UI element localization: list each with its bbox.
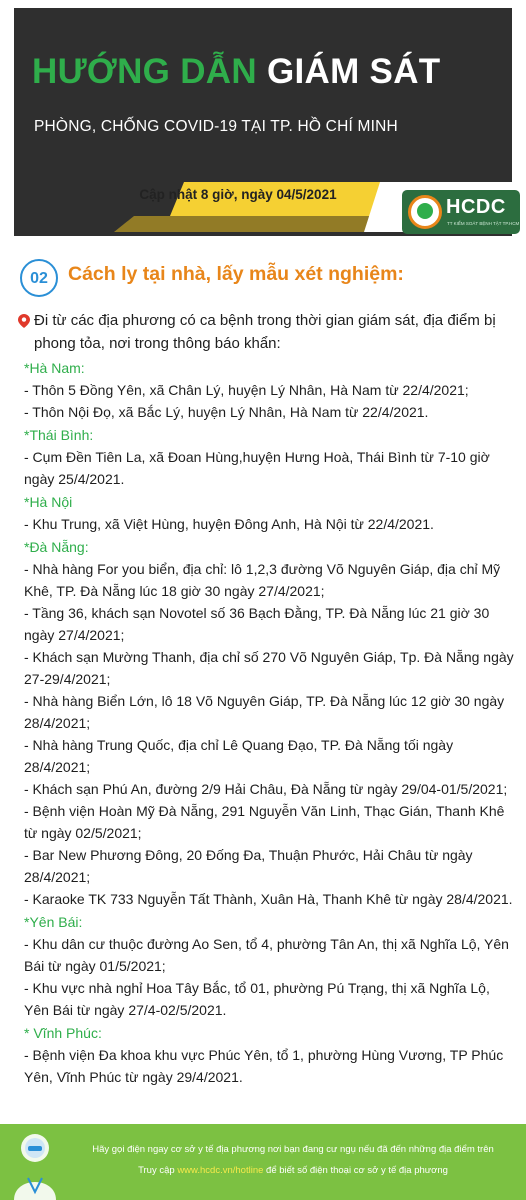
location-entry: - Thôn Nội Đọ, xã Bắc Lý, huyện Lý Nhân, Hà Nam từ 22/4/2021. <box>24 404 429 420</box>
location-pin-icon <box>18 314 30 328</box>
location-entry: - Khu Trung, xã Việt Hùng, huyện Đông Anh, Hà Nội từ 22/4/2021. <box>24 516 434 532</box>
doctor-illustration-icon <box>6 1126 64 1200</box>
location-entry: - Khu vực nhà nghỉ Hoa Tây Bắc, tổ 01, phường Pú Trạng, thị xã Nghĩa Lộ, Yên Bái từ ngày 27/4-02/5/2021. <box>24 980 490 1018</box>
section-number-badge <box>20 259 58 297</box>
region-name: *Hà Nội <box>24 494 73 510</box>
region-name: *Thái Bình: <box>24 427 94 443</box>
region-name: *Đà Nẵng: <box>24 539 89 555</box>
yellow-shadow <box>114 216 380 232</box>
location-entry: - Nhà hàng Trung Quốc, địa chỉ Lê Quang Đạo, TP. Đà Nẵng tối ngày 28/4/2021; <box>24 737 454 775</box>
footer-banner <box>0 1124 526 1200</box>
location-entry: - Bệnh viện Đa khoa khu vực Phúc Yên, tổ 1, phường Hùng Vương, TP Phúc Yên, Vĩnh Phúc từ ngày 29/4/2021. <box>24 1047 504 1085</box>
hcdc-emblem-icon <box>408 195 442 229</box>
location-entry: - Khách sạn Mường Thanh, địa chỉ số 270 Võ Nguyên Giáp, Tp. Đà Nẵng ngày 27-29/4/2021; <box>24 649 514 687</box>
location-entry: - Khu dân cư thuộc đường Ao Sen, tổ 4, phường Tân An, thị xã Nghĩa Lộ, Yên Bái từ ngày 01/5/2021; <box>24 936 509 974</box>
title-green: HƯỚNG DẪN <box>32 52 257 91</box>
footer-prefix: Truy cập <box>138 1165 178 1176</box>
title-white: GIÁM SÁT <box>266 52 441 91</box>
region-name: *Hà Nam: <box>24 360 85 376</box>
page-title <box>32 52 440 92</box>
location-entry: - Cụm Đền Tiên La, xã Đoan Hùng,huyện Hưng Hoà, Thái Bình từ 7-10 giờ ngày 25/4/2021. <box>24 449 490 487</box>
logo-text: HCDC <box>446 196 506 218</box>
location-entry: - Nhà hàng For you biển, địa chỉ: lô 1,2,3 đường Võ Nguyên Giáp, địa chỉ Mỹ Khê, TP. Đà Nẵng lúc 18 giờ 30 ngày 27/4/2021; <box>24 561 501 599</box>
hotline-link[interactable]: www.hcdc.vn/hotline <box>177 1165 264 1176</box>
location-entry: - Tầng 36, khách sạn Novotel số 36 Bạch Đằng, TP. Đà Nẵng lúc 21 giờ 30 ngày 27/4/2021; <box>24 605 490 643</box>
section-number: 02 <box>30 270 48 287</box>
footer-suffix: để biết số điện thoại cơ sở y tế địa phương <box>263 1165 448 1176</box>
footer-notice: Hãy gọi điện ngay cơ sở y tế địa phương nơi bạn đang cư ngụ nếu đã đến những địa điểm trên <box>92 1144 494 1155</box>
location-entry: - Karaoke TK 733 Nguyễn Tất Thành, Xuân Hà, Thanh Khê từ ngày 28/4/2021. <box>24 891 513 907</box>
location-entry: - Bar New Phương Đông, 20 Đống Đa, Thuận Phước, Hải Châu từ ngày 28/4/2021; <box>24 847 473 885</box>
logo-subtext: TT KIỂM SOÁT BỆNH TẬT TP.HCM <box>447 221 520 226</box>
region-name: *Yên Bái: <box>24 914 83 930</box>
content-body <box>20 309 514 1088</box>
location-entry: - Thôn 5 Đồng Yên, xã Chân Lý, huyện Lý Nhân, Hà Nam từ 22/4/2021; <box>24 382 469 398</box>
intro-text: Đi từ các địa phương có ca bệnh trong thời gian giám sát, địa điểm bị phong tỏa, nơi trong thông báo khẩn: <box>34 312 496 352</box>
hcdc-logo <box>402 190 520 234</box>
intro-paragraph <box>20 309 514 355</box>
location-entry: - Khách sạn Phú An, đường 2/9 Hải Châu, Đà Nẵng từ ngày 29/04-01/5/2021; <box>24 781 508 797</box>
footer-hotline-info <box>0 1165 526 1176</box>
region-list <box>20 357 514 1088</box>
section-title: Cách ly tại nhà, lấy mẫu xét nghiệm: <box>68 263 404 285</box>
section-header <box>20 256 510 300</box>
location-entry: - Nhà hàng Biển Lớn, lô 18 Võ Nguyên Giáp, TP. Đà Nẵng lúc 12 giờ 30 ngày 28/4/2021; <box>24 693 505 731</box>
location-entry: - Bệnh viện Hoàn Mỹ Đà Nẵng, 291 Nguyễn Văn Linh, Thạc Gián, Thanh Khê từ ngày 02/5/2021; <box>24 803 505 841</box>
update-timestamp: Cập nhật 8 giờ, ngày 04/5/2021 <box>139 187 337 202</box>
page-subtitle: PHÒNG, CHỐNG COVID-19 TẠI TP. HỒ CHÍ MINH <box>34 118 398 135</box>
region-name: * Vĩnh Phúc: <box>24 1025 102 1041</box>
